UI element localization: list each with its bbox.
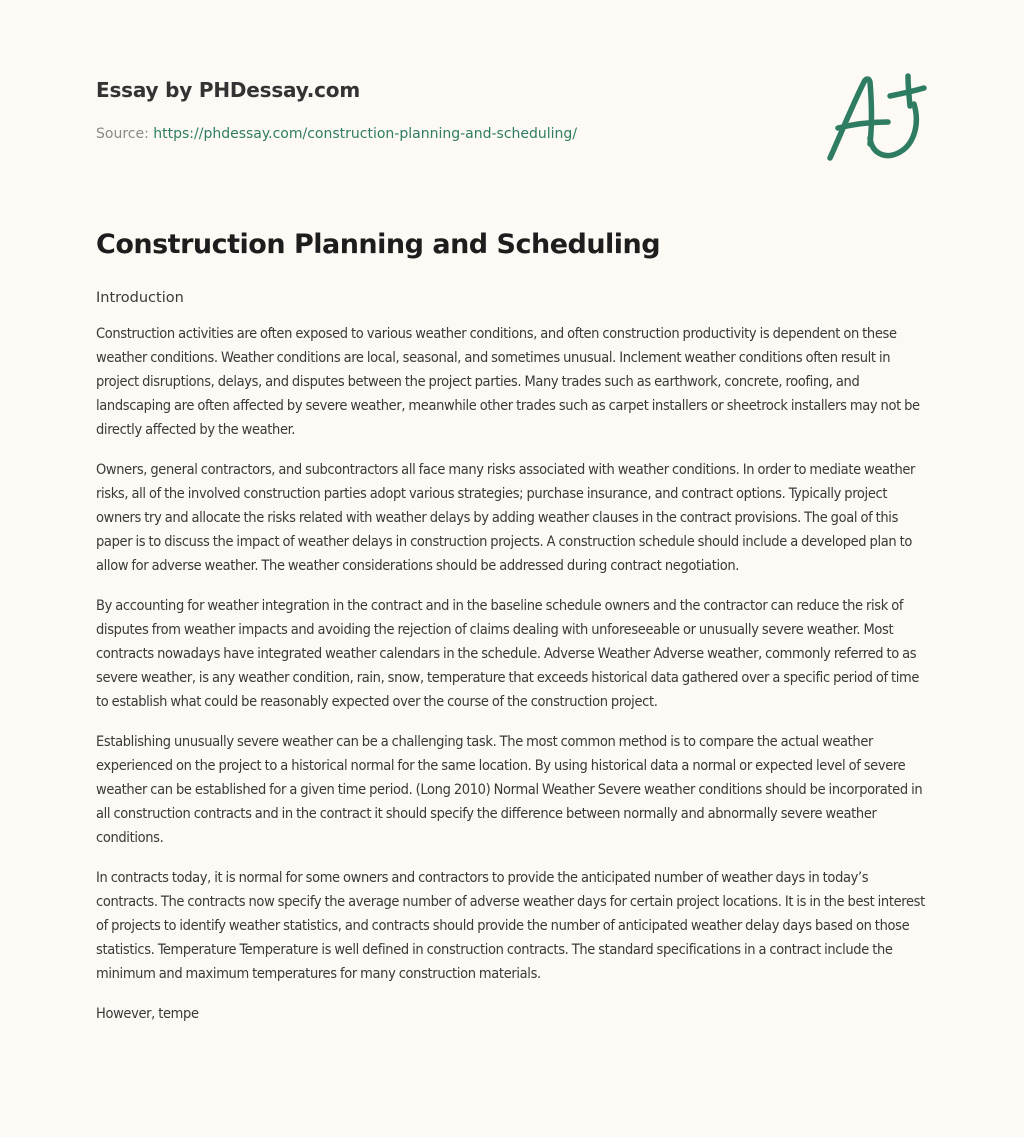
brand-title: Essay by PHDessay.com: [96, 78, 360, 102]
source-label: Source:: [96, 126, 154, 142]
paragraph-truncated: However, tempe: [96, 1006, 199, 1022]
paragraph: Construction activities are often exposed to various weather conditions, and often construction productivity is dependent on these weather conditions. Weather conditions are local, seasonal, and sometimes unusual. Inclement weather conditions often result in project disruptions, delays, and disputes between the project parties. Many trades such as earthwork, concrete, roofing, and landscaping are often affected by severe weather, meanwhile other trades such as carpet installers or sheetrock installers may not be directly affected by the weather.: [96, 326, 920, 438]
source-line: [96, 124, 577, 144]
a-plus-grade-icon: [820, 66, 930, 166]
paragraph: Owners, general contractors, and subcontractors all face many risks associated with weather conditions. In order to mediate weather risks, all of the involved construction parties adopt various strategies; purchase insurance, and contract options. Typically project owners try and allocate the risks related with weather delays by adding weather clauses in the contract provisions. The goal of this paper is to discuss the impact of weather delays in construction projects. A construction schedule should include a developed plan to allow for adverse weather. The weather considerations should be addressed during contract negotiation.: [96, 462, 916, 574]
paragraph: Establishing unusually severe weather can be a challenging task. The most common method is to compare the actual weather experienced on the project to a historical normal for the same location. By using historical data a normal or expected level of severe weather can be established for a given time period. (Long 2010) Normal Weather Severe weather conditions should be incorporated in all construction contracts and in the contract it should specify the difference between normally and abnormally severe weather conditions.: [96, 734, 923, 846]
paragraph: By accounting for weather integration in the contract and in the baseline schedule owners and the contractor can reduce the risk of disputes from weather impacts and avoiding the rejection of claims dealing with unforeseeable or unusually severe weather. Most contracts nowadays have integrated weather calendars in the schedule. Adverse Weather Adverse weather, commonly referred to as severe weather, is any weather condition, rain, snow, temperature that exceeds historical data gathered over a specific period of time to establish what could be reasonably expected over the course of the construction project.: [96, 598, 920, 710]
paragraph: In contracts today, it is normal for some owners and contractors to provide the anticipated number of weather days in today’s contracts. The contracts now specify the average number of adverse weather days for certain project locations. It is in the best interest of projects to identify weather statistics, and contracts should provide the number of anticipated weather delay days based on those statistics. Temperature Temperature is well defined in construction contracts. The standard specifications in a contract include the minimum and maximum temperatures for many construction materials.: [96, 870, 925, 982]
essay-header: [96, 76, 936, 142]
section-heading-introduction: Introduction: [96, 290, 184, 306]
page-title: Construction Planning and Scheduling: [96, 229, 661, 260]
source-link[interactable]: https://phdessay.com/construction-planning-and-scheduling/: [153, 126, 578, 142]
essay-article: [96, 226, 932, 1042]
